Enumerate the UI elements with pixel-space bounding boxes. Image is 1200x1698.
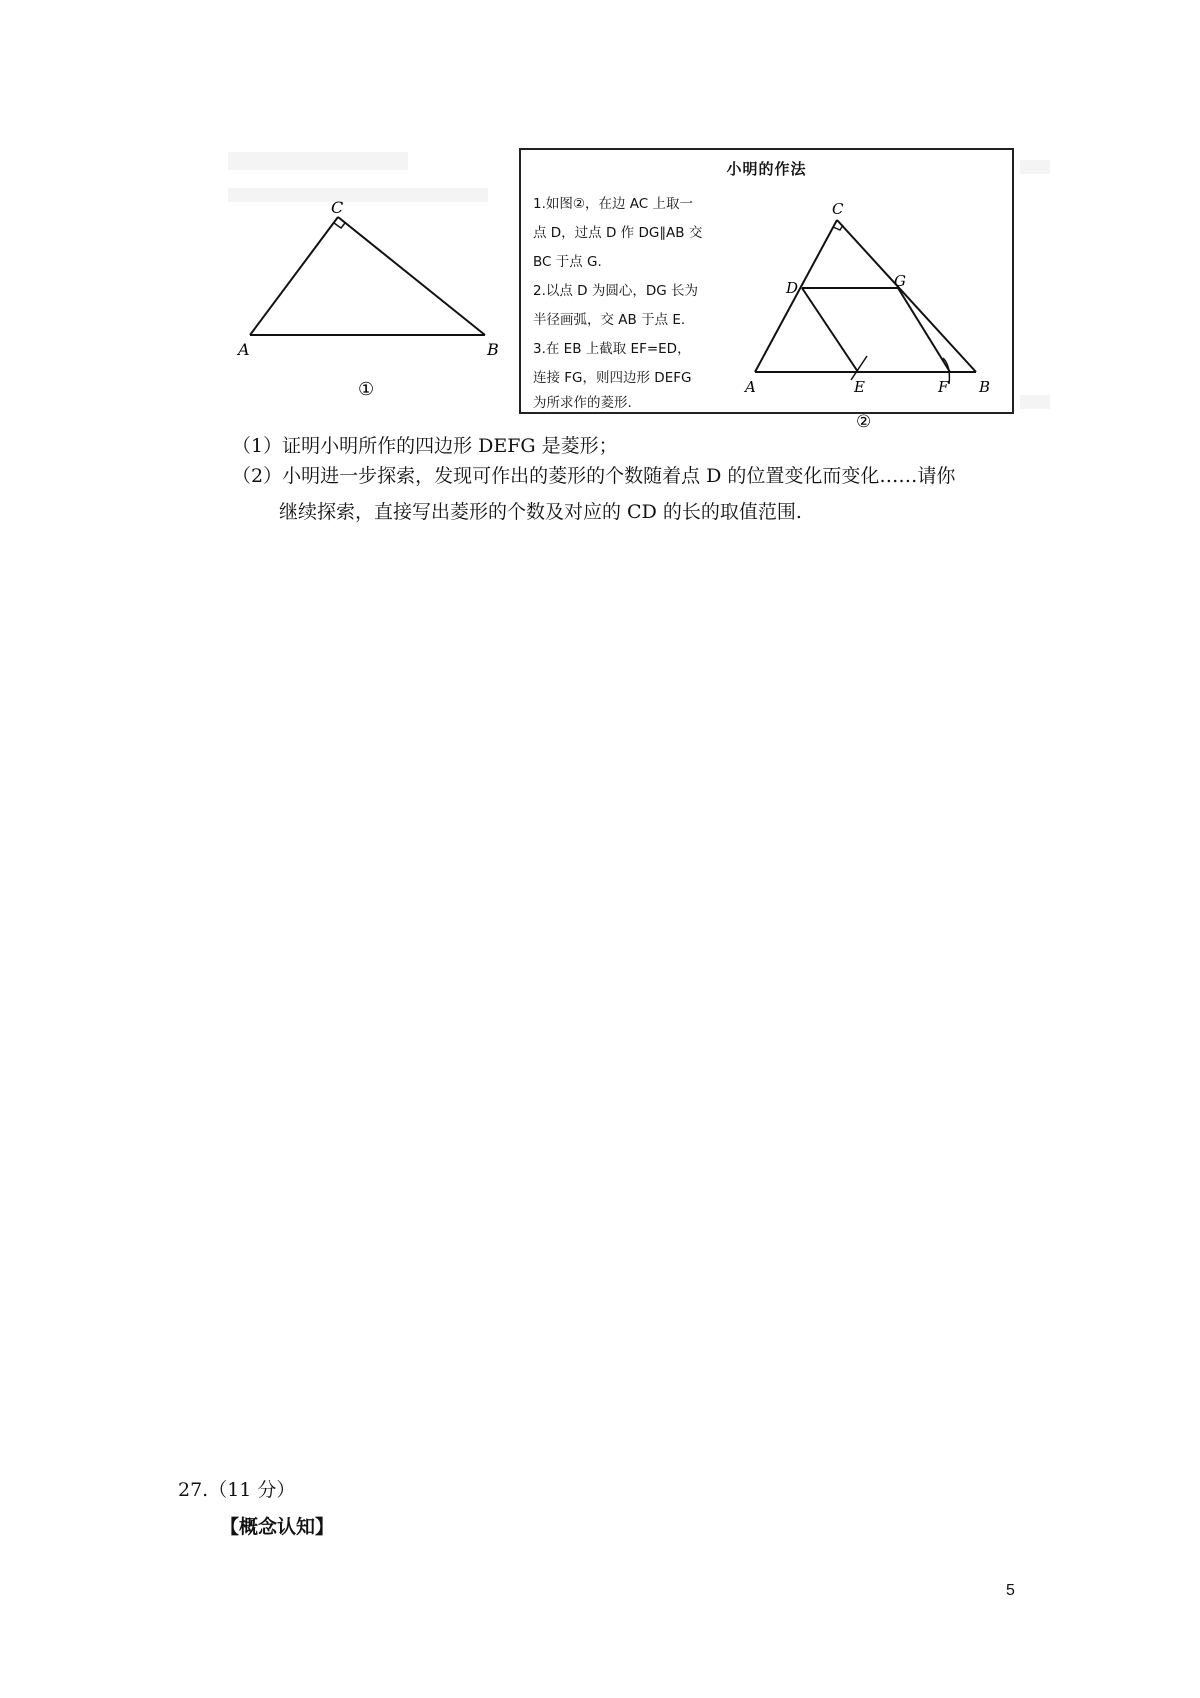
figure-2-caption: ②: [856, 412, 872, 432]
side-bc: [837, 220, 976, 372]
label-a: A: [238, 340, 250, 359]
question-1: （1）证明小明所作的四边形 DEFG 是菱形；: [232, 435, 618, 457]
method-step-line: 2.以点 D 为圆心，DG 长为: [533, 283, 699, 299]
method-step-line: 为所求作的菱形.: [533, 395, 632, 411]
figure-1-caption: ①: [358, 379, 375, 400]
method-step-line: 3.在 EB 上截取 EF=ED，: [533, 341, 691, 357]
side-bc: [338, 217, 485, 335]
label-g: G: [894, 272, 906, 290]
method-step-line: 连接 FG，则四边形 DEFG: [533, 370, 692, 386]
figure-2: [741, 190, 1011, 432]
label-b: B: [979, 378, 991, 396]
label-e: E: [854, 378, 865, 396]
arc-mark-e: [851, 356, 867, 380]
segment-gf: [898, 288, 950, 372]
problem-27-heading: 27.（11 分）: [178, 1479, 296, 1501]
method-title: 小明的作法: [726, 160, 807, 178]
method-step-line: 点 D，过点 D 作 DG∥AB 交: [533, 225, 703, 241]
label-c: C: [832, 200, 844, 218]
problem-27-section: 【概念认知】: [220, 1516, 335, 1538]
method-step-line: 半径画弧，交 AB 于点 E.: [533, 312, 686, 328]
method-step-line: 1.如图②，在边 AC 上取一: [533, 196, 693, 212]
page-number: 5: [1006, 1582, 1015, 1599]
figure-1: [230, 198, 500, 405]
label-f: F: [938, 378, 949, 396]
method-box: [519, 148, 1014, 432]
method-step-line: BC 于点 G.: [533, 254, 602, 270]
label-c: C: [331, 198, 344, 217]
side-ac: [250, 217, 338, 335]
question-2: （2）小明进一步探索，发现可作出的菱形的个数随着点 D 的位置变化而变化……请你: [232, 465, 956, 487]
segment-de: [802, 288, 858, 372]
right-angle-mark: [334, 223, 345, 228]
figure-1-diagram: [230, 198, 500, 405]
label-a: A: [745, 378, 756, 396]
question-2-continued: 继续探索，直接写出菱形的个数及对应的 CD 的长的取值范围.: [279, 501, 802, 523]
figure-2-diagram: [741, 190, 1011, 432]
label-b: B: [487, 340, 499, 359]
label-d: D: [786, 279, 799, 297]
